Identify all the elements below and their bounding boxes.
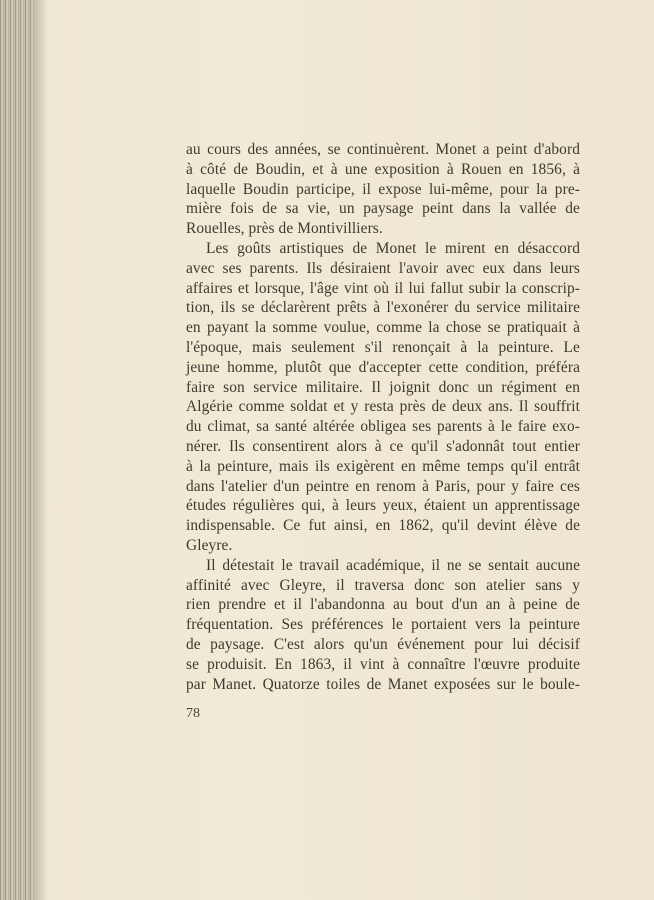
- body-text: [186, 140, 580, 694]
- text-line: par Manet. Quatorze toiles de Manet exposées sur le boule-: [186, 675, 580, 693]
- text-line: Algérie comme soldat et y resta près de deux ans. Il souffrit: [186, 398, 580, 416]
- page-number: 78: [186, 706, 200, 721]
- page-stack-edges: [0, 0, 34, 900]
- text-line: avec ses parents. Ils désiraient l'avoir avec eux dans leurs: [186, 259, 580, 277]
- text-line: laquelle Boudin participe, il expose lui-même, pour la pre-: [186, 180, 580, 198]
- text-line: du climat, sa santé altérée obligea ses parents à le faire exo-: [186, 418, 580, 436]
- text-line: à côté de Boudin, et à une exposition à Rouen en 1856, à: [186, 160, 580, 178]
- text-line: tion, ils se déclarèrent prêts à l'exonérer du service militaire: [186, 299, 580, 317]
- text-line: Il détestait le travail académique, il ne se sentait aucune: [206, 556, 580, 574]
- text-line: de paysage. C'est alors qu'un événement pour lui décisif: [186, 635, 580, 653]
- text-line: se produisit. En 1863, il vint à connaître l'œuvre produite: [186, 655, 580, 673]
- paragraph-2: [186, 239, 580, 556]
- text-line: Rouelles, près de Montivilliers.: [186, 220, 383, 238]
- text-line: rien prendre et il l'abandonna au bout d'un an à peine de: [186, 596, 580, 614]
- text-line: affaires et lorsque, l'âge vint où il lui fallut subir la conscrip-: [186, 279, 580, 297]
- text-line: Gleyre.: [186, 536, 233, 554]
- text-line: Les goûts artistiques de Monet le mirent en désaccord: [206, 239, 580, 257]
- text-line: en payant la somme voulue, comme la chose se pratiquait à: [186, 319, 580, 337]
- text-line: fréquentation. Ses préférences le portaient vers la peinture: [186, 616, 580, 634]
- text-line: faire son service militaire. Il joignit donc un régiment en: [186, 378, 580, 396]
- text-line: études régulières qui, à leurs yeux, étaient un apprentissage: [186, 497, 580, 515]
- text-line: l'époque, mais seulement s'il renonçait à la peinture. Le: [186, 338, 580, 356]
- text-line: affinité avec Gleyre, il traversa donc son atelier sans y: [186, 576, 580, 594]
- text-line: indispensable. Ce fut ainsi, en 1862, qu'il devint élève de: [186, 517, 580, 535]
- paragraph-3: [186, 556, 580, 695]
- text-line: jeune homme, plutôt que d'accepter cette condition, préféra: [186, 358, 580, 376]
- text-line: dans l'atelier d'un peintre en renom à Paris, pour y faire ces: [186, 477, 580, 495]
- binding-gutter-shadow: [34, 0, 48, 900]
- text-line: mière fois de sa vie, un paysage peint dans la vallée de: [186, 200, 580, 218]
- text-line: nérer. Ils consentirent alors à ce qu'il s'adonnât tout entier: [186, 437, 580, 455]
- text-line: au cours des années, se continuèrent. Monet a peint d'abord: [186, 141, 580, 158]
- text-line: à la peinture, mais ils exigèrent en même temps qu'il entrât: [186, 457, 580, 475]
- paragraph-1: [186, 140, 580, 239]
